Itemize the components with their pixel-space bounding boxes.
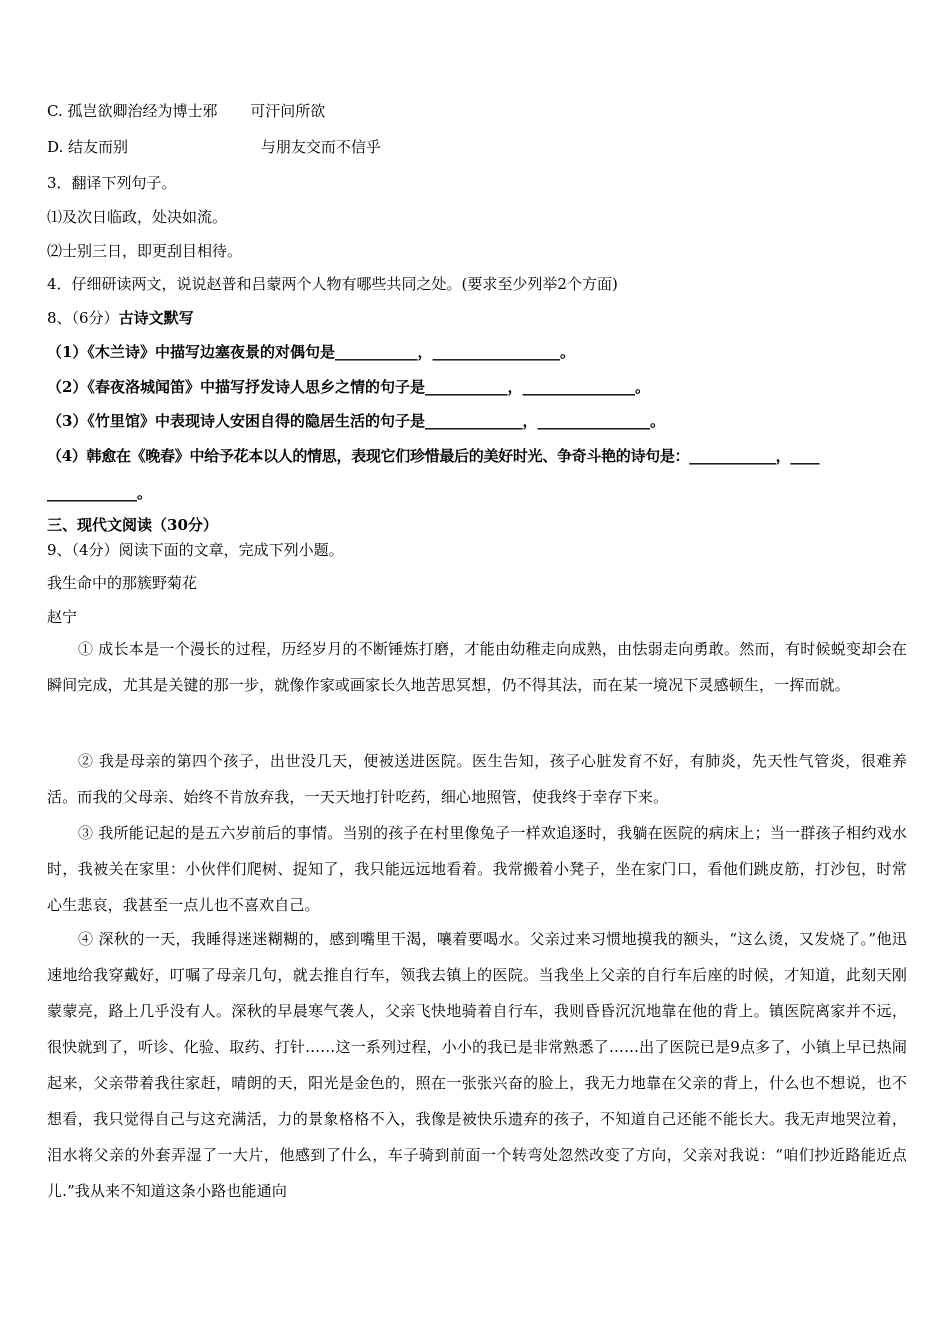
q8-number: 8、（6分） [47,309,119,327]
option-c-left: 孤岂欲卿治经为博士邪 [67,102,218,120]
paragraph-1: ① 成长本是一个漫长的过程，历经岁月的不断锤炼打磨，才能由幼稚走向成熟，由怯弱走向勇敢。然而，有时候蜕变却会在瞬间完成，尤其是关键的那一步，就像作家或画家长久地苦思冥想，仍不得其法，而在某一境况下灵感顿生，一挥而就。 [47,640,907,694]
option-c [47,101,325,121]
q8-item-1: （1）《木兰诗》中描写边塞夜景的对偶句是___________，_________________。 [47,343,575,361]
section-3-title: 三、现代文阅读（30分） [47,516,218,534]
option-d-left: 结友而别 [68,138,129,156]
q4-question: 4．仔细研读两文，说说赵普和吕蒙两个人物有哪些共同之处。(要求至少列举2个方面) [47,275,618,293]
paragraph-2: ② 我是母亲的第四个孩子，出世没几天，便被送进医院。医生告知，孩子心脏发育不好，有肺炎，先天性气管炎，很难养活。而我的父母亲、始终不肯放弃我，一天天地打针吃药，细心地照管，使我终于幸存下来。 [47,752,907,806]
q3-title: 3．翻译下列句子。 [47,174,177,192]
q8-item-4: （4）韩愈在《晚春》中给予花本以人的情思，表现它们珍惜最后的美好时光、争奇斗艳的诗句是：____________，____ [47,447,820,465]
paragraph-3: ③ 我所能记起的是五六岁前后的事情。当别的孩子在村里像兔子一样欢追逐时，我躺在医院的病床上；当一群孩子相约戏水时，我被关在家里：小伙伴们爬树、捉知了，我只能远远地看着。我常搬着小凳子，坐在家门口，看他们跳皮筋，打沙包，时常心生悲哀，我甚至一点儿也不喜欢自己。 [47,824,907,914]
q3-item-2: ⑵士别三日，即更刮目相待。 [47,242,243,260]
q8-item-3: （3）《竹里馆》中表现诗人安困自得的隐居生活的句子是_____________，_______________。 [47,412,665,430]
article-title: 我生命中的那簇野菊花 [47,574,198,592]
q8-header [47,308,194,328]
article-author: 赵宁 [47,608,78,626]
q8-item-4-continued: ____________。 [47,484,153,502]
option-c-label: C. [47,102,63,120]
q8-title: 古诗文默写 [118,309,194,327]
option-d-right: 与朋友交而不信乎 [260,138,381,156]
option-d-label: D. [47,138,64,156]
option-d [47,137,381,157]
paragraph-4: ④ 深秋的一天，我睡得迷迷糊糊的，感到嘴里干渴，嚷着要喝水。父亲过来习惯地摸我的额头，“这么烫，又发烧了。”他迅速地给我穿戴好，叮嘱了母亲几句，就去推自行车，领我去镇上的医院。当我坐上父亲的自行车后座的时候，才知道，此刻天刚蒙蒙亮，路上几乎没有人。深秋的早晨寒气袭人，父亲飞快地骑着自行车，我则昏昏沉沉地靠在他的背上。镇医院离家并不远，很快就到了，听诊、化验、取药、打针……这一系列过程，小小的我已是非常熟悉了……出了医院已是9点多了，小镇上早已热闹起来，父亲带着我往家赶，晴朗的天，阳光是金色的，照在一张张兴奋的脸上，我无力地靠在父亲的背上，什么也不想说，也不想看，我只觉得自己与这充满活，力的景象格格不入，我像是被快乐遗弃的孩子，不知道自己还能不能长大。我无声地哭泣着，泪水将父亲的外套弄湿了一大片，他感到了什么，车子骑到前面一个转弯处忽然改变了方向，父亲对我说：“咱们抄近路能近点儿.”我从来不知道这条小路也能通向 [47,930,907,1200]
q3-item-1: ⑴及次日临政，处决如流。 [47,208,228,226]
q9-instruction: 9、（4分）阅读下面的文章，完成下列小题。 [47,541,344,559]
option-c-right: 可汗问所欲 [250,102,326,120]
q8-item-2: （2）《春夜洛城闻笛》中描写抒发诗人思乡之情的句子是___________，_______________。 [47,378,650,396]
